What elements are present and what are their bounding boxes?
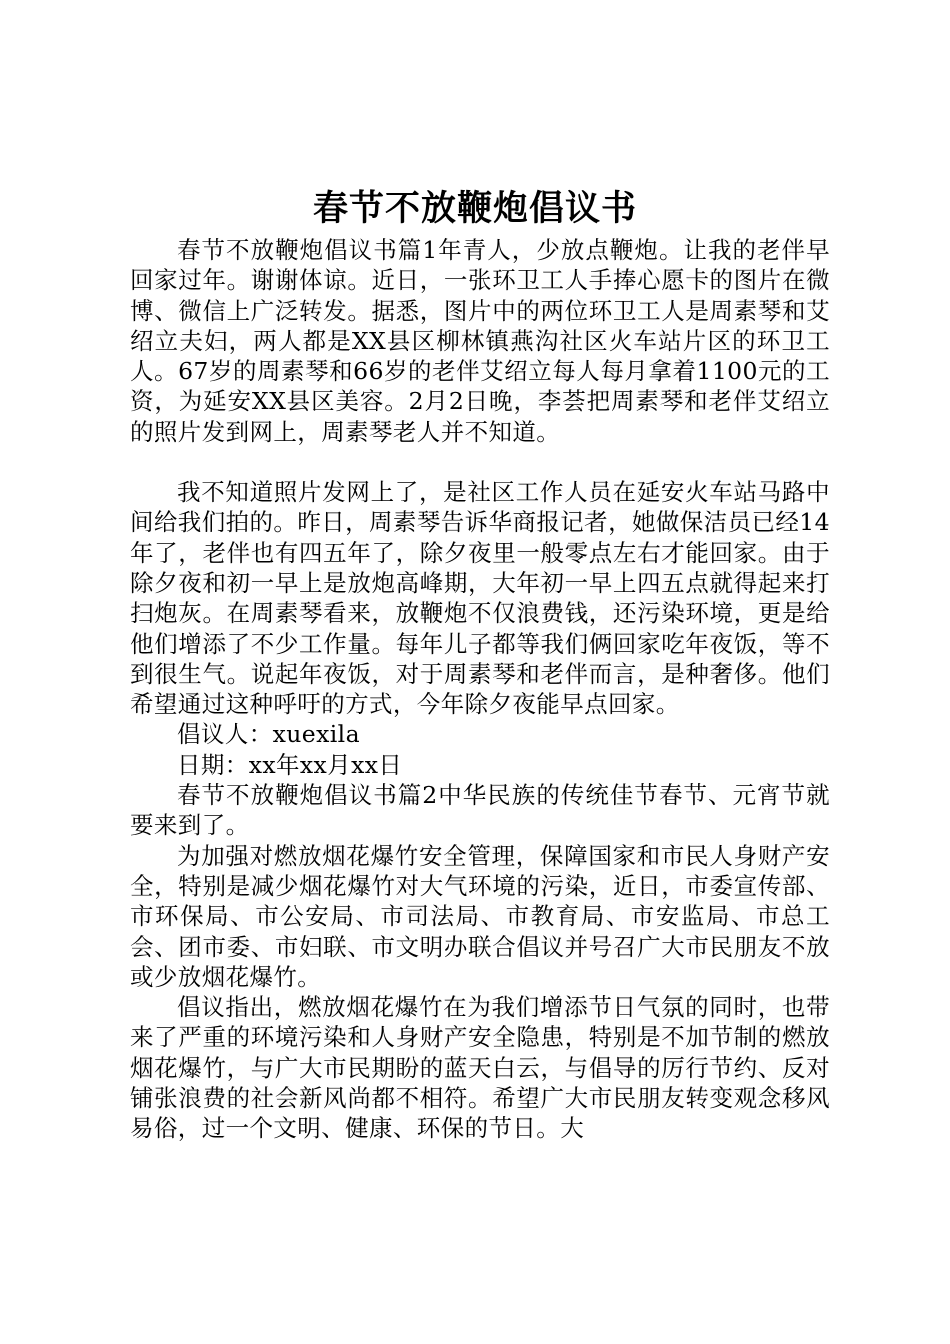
- paragraph: 春节不放鞭炮倡议书篇1年青人，少放点鞭炮。让我的老伴早回家过年。谢谢体谅。近日，一张环卫工人手捧心愿卡的图片在微博、微信上广泛转发。据悉，图片中的两位环卫工人是周素琴和艾绍立夫妇，两人都是XX县区柳林镇燕沟社区火车站片区的环卫工人。67岁的周素琴和66岁的老伴艾绍立每人每月拿着1100元的工资，为延安XX县区美容。2月2日晚，李荟把周素琴和老伴艾绍立的照片发到网上，周素琴老人并不知道。: [130, 236, 830, 446]
- proposer-line: 倡议人：xuexila: [177, 720, 360, 749]
- paragraph: 为加强对燃放烟花爆竹安全管理，保障国家和市民人身财产安全，特别是减少烟花爆竹对大气环境的污染，近日，市委宣传部、市环保局、市公安局、市司法局、市教育局、市安监局、市总工会、团市委、市妇联、市文明办联合倡议并号召广大市民朋友不放或少放烟花爆竹。: [130, 841, 830, 991]
- document-title: 春节不放鞭炮倡议书: [312, 188, 637, 229]
- date-line: 日期：xx年xx月xx日: [177, 750, 403, 779]
- paragraph: 我不知道照片发网上了，是社区工作人员在延安火车站马路中间给我们拍的。昨日，周素琴告诉华商报记者，她做保洁员已经14年了，老伴也有四五年了，除夕夜里一般零点左右才能回家。由于除夕夜和初一早上是放炮高峰期，大年初一早上四五点就得起来打扫炮灰。在周素琴看来，放鞭炮不仅浪费钱，还污染环境，更是给他们增添了不少工作量。每年儿子都等我们俩回家吃年夜饭，等不到很生气。说起年夜饭，对于周素琴和老伴而言，是种奢侈。他们希望通过这种呼吁的方式，今年除夕夜能早点回家。: [130, 478, 830, 719]
- paragraph: 春节不放鞭炮倡议书篇2中华民族的传统佳节春节、元宵节就要来到了。: [130, 781, 830, 840]
- document-body: [130, 235, 830, 1144]
- paragraph: 倡议指出，燃放烟花爆竹在为我们增添节日气氛的同时，也带来了严重的环境污染和人身财产安全隐患，特别是不加节制的燃放烟花爆竹，与广大市民期盼的蓝天白云，与倡导的厉行节约、反对铺张浪费的社会新风尚都不相符。希望广大市民朋友转变观念移风易俗，过一个文明、健康、环保的节日。大: [130, 993, 830, 1143]
